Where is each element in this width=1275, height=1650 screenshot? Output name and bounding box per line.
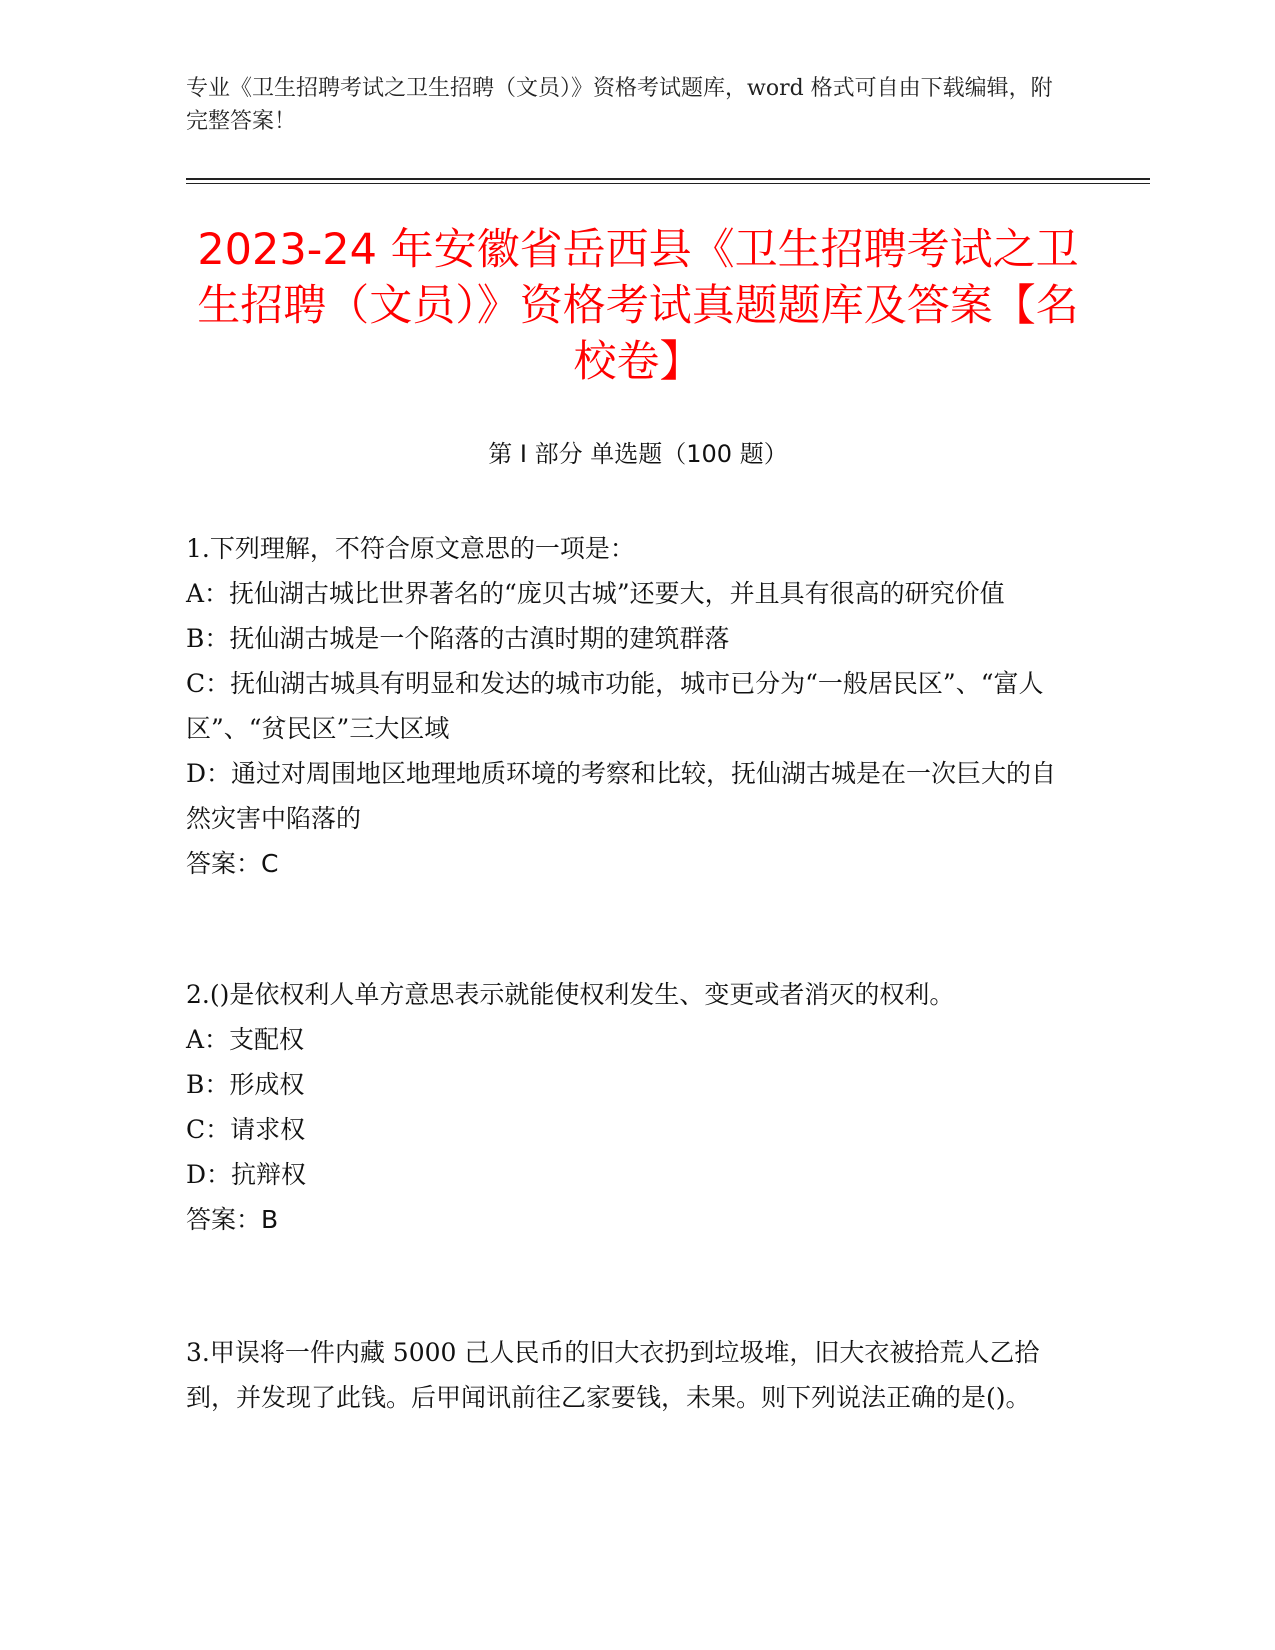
option-c: C：抚仙湖古城具有明显和发达的城市功能，城市已分为“一般居民区”、“富人区”、“贫民区”三大区域 xyxy=(186,669,1044,743)
answer-line: 答案：C xyxy=(186,849,279,878)
section-heading: 第 I 部分 单选题（100 题） xyxy=(488,440,788,468)
option-a: A：支配权 xyxy=(186,1025,305,1054)
option-a: A：抚仙湖古城比世界著名的“庞贝古城”还要大，并且具有很高的研究价值 xyxy=(186,579,1005,608)
option-b: B：形成权 xyxy=(186,1070,305,1099)
option-b: B：抚仙湖古城是一个陷落的古滇时期的建筑群落 xyxy=(186,624,730,653)
question-stem: 3.甲误将一件内藏 5000 己人民币的旧大衣扔到垃圾堆，旧大衣被拾荒人乙拾到，并发现了此钱。后甲闻讯前往乙家要钱，未果。则下列说法正确的是()。 xyxy=(186,1338,1040,1412)
question-1 xyxy=(186,526,1066,886)
question-3 xyxy=(186,1330,1066,1420)
answer-line: 答案：B xyxy=(186,1205,279,1234)
document-title: 2023-24 年安徽省岳西县《卫生招聘考试之卫生招聘（文员）》资格考试真题题库及答案【名校卷】 xyxy=(197,225,1079,387)
header-divider-thick xyxy=(186,178,1150,180)
option-c: C：请求权 xyxy=(186,1115,306,1144)
header-divider-thin xyxy=(186,183,1150,184)
question-2 xyxy=(186,972,1066,1242)
option-d: D：抗辩权 xyxy=(186,1160,307,1189)
option-d: D：通过对周围地区地理地质环境的考察和比较，抚仙湖古城是在一次巨大的自然灾害中陷落的 xyxy=(186,759,1057,833)
question-stem: 2.()是依权利人单方意思表示就能使权利发生、变更或者消灭的权利。 xyxy=(186,980,955,1009)
question-stem: 1.下列理解，不符合原文意思的一项是： xyxy=(186,534,635,563)
header-note: 专业《卫生招聘考试之卫生招聘（文员）》资格考试题库，word 格式可自由下载编辑，附完整答案！ xyxy=(186,76,1053,134)
